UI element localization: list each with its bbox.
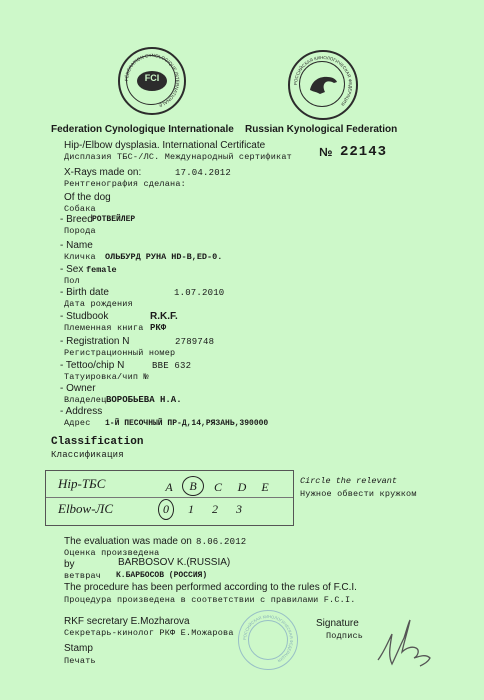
- breed-label-ru: Порода: [64, 226, 96, 236]
- dog-head-icon: [310, 77, 337, 94]
- xray-label-ru: Рентгенография сделана:: [64, 179, 186, 189]
- breed-label-en: - Breed: [60, 214, 93, 225]
- circle-note-ru: Нужное обвести кружком: [300, 489, 417, 499]
- studbook-value-ru: РКФ: [150, 323, 167, 333]
- stamp-label-ru: Печать: [64, 656, 96, 666]
- name-label-en: - Name: [60, 240, 93, 251]
- hip-grade-e[interactable]: [260, 480, 270, 495]
- rkf-seal-ring-text: РОССИЙСКАЯ КИНОЛОГИЧЕСКАЯ ФЕДЕРАЦИЯ: [292, 54, 354, 107]
- rkf-stamp: [238, 610, 298, 670]
- classification-title-en: Classification: [51, 436, 144, 448]
- handwritten-signature: [370, 612, 440, 672]
- name-value: ОЛЬБУРД РУНА HD-B,ED-0.: [105, 252, 223, 262]
- tattoo-label-ru: Татуировка/чип №: [64, 372, 149, 382]
- studbook-label-en: - Studbook: [60, 311, 109, 322]
- address-label-ru: Адрес: [64, 418, 91, 428]
- elbow-grade-2[interactable]: [210, 502, 220, 517]
- birth-label-ru: Дата рождения: [64, 299, 133, 309]
- procedure-ru: Процедура произведена в соответствии с правилами F.C.I.: [64, 595, 356, 605]
- certificate-number: 22143: [340, 144, 388, 160]
- secretary-en: RKF secretary E.Mozharova: [64, 616, 190, 627]
- svg-text:РОССИЙСКАЯ КИНОЛОГИЧЕСКАЯ ФЕДЕ: [242, 614, 294, 664]
- procedure-en: The procedure has been performed according to the rules of F.C.I.: [64, 582, 357, 593]
- owner-value: ВОРОБЬЕВА Н.А.: [106, 395, 182, 405]
- sex-label-en: - Sex: [60, 264, 84, 275]
- owner-label-en: - Owner: [60, 383, 96, 394]
- elbow-grade-3[interactable]: [234, 502, 244, 517]
- stamp-ring-text: РОССИЙСКАЯ КИНОЛОГИЧЕСКАЯ ФЕДЕРАЦИЯ: [241, 613, 295, 664]
- hip-grade-b-label: B: [189, 479, 197, 493]
- hip-grade-a[interactable]: [164, 480, 174, 495]
- hip-grade-d[interactable]: [237, 480, 247, 495]
- hip-grade-a-label: A: [165, 480, 173, 494]
- sex-label-ru: Пол: [64, 276, 80, 286]
- hip-grade-c[interactable]: [213, 480, 223, 495]
- rkf-seal: [288, 50, 358, 120]
- evaluation-date: 8.06.2012: [196, 537, 247, 547]
- address-label-en: - Address: [60, 406, 103, 417]
- circle-note-en: Circle the relevant: [300, 476, 397, 486]
- owner-label-ru: Владелец: [64, 395, 107, 405]
- elbow-grade-1-label: 1: [188, 502, 194, 516]
- dog-label-en: Of the dog: [64, 192, 111, 203]
- name-label-ru: Кличка: [64, 252, 96, 262]
- evaluation-by-value-en: BARBOSOV K.(RUSSIA): [118, 557, 231, 568]
- studbook-label-ru: Племенная книга: [64, 323, 144, 333]
- xray-date: 17.04.2012: [175, 168, 232, 178]
- fci-seal-ring-text: FÉDÉRATION CYNOLOGIQUE INTERNATIONALE: [123, 52, 181, 108]
- registration-value: 2789748: [175, 337, 215, 347]
- fci-seal-label: FCI: [144, 73, 160, 83]
- evaluation-by-ru: ветврач: [64, 571, 102, 581]
- elbow-grade-1[interactable]: [186, 502, 196, 517]
- tattoo-value: ВВЕ 632: [152, 361, 192, 371]
- elbow-grade-2-label: 2: [212, 502, 218, 516]
- fci-seal: [118, 47, 186, 115]
- birth-value: 1.07.2010: [174, 288, 225, 298]
- certificate-title-ru: Дисплазия ТБС-/ЛС. Международный сертификат: [64, 152, 292, 162]
- tattoo-label-en: - Tettoo/chip N: [60, 360, 125, 371]
- elbow-grade-0[interactable]: [158, 499, 174, 520]
- stamp-label-en: Stamp: [64, 643, 93, 654]
- secretary-ru: Секретарь-кинолог РКФ Е.Можарова: [64, 628, 234, 638]
- hip-grade-e-label: E: [261, 480, 269, 494]
- address-value: 1-Й ПЕСОЧНЫЙ ПР-Д,14,РЯЗАНЬ,390000: [105, 419, 269, 428]
- org-right-name: Russian Kynological Federation: [245, 124, 398, 135]
- registration-label-en: - Registration N: [60, 336, 130, 347]
- elbow-label: Elbow-ЛС: [58, 501, 114, 516]
- studbook-value-en: R.K.F.: [150, 311, 178, 322]
- signature-label-en: Signature: [316, 618, 359, 629]
- dog-label-ru: Собака: [64, 204, 96, 214]
- certificate-title-en: Hip-/Elbow dysplasia. International Certificate: [64, 140, 266, 151]
- birth-label-en: - Birth date: [60, 287, 109, 298]
- elbow-grade-0-label: 0: [163, 502, 169, 516]
- evaluation-by-value-ru: К.БАРБОСОВ (РОССИЯ): [116, 571, 208, 580]
- org-left-name: Federation Cynologique Internationale: [51, 124, 234, 135]
- evaluation-by-en: by: [64, 559, 75, 570]
- registration-label-ru: Регистрационный номер: [64, 348, 176, 358]
- hip-grade-c-label: C: [213, 480, 222, 494]
- sex-value: female: [86, 265, 117, 275]
- elbow-grade-3-label: 3: [236, 502, 242, 516]
- hip-grade-b[interactable]: [182, 476, 204, 496]
- hip-grade-d-label: D: [237, 480, 247, 494]
- signature-label-ru: Подпись: [326, 631, 364, 641]
- hip-label: Hip-ТБС: [58, 476, 106, 491]
- evaluation-label-ru: Оценка произведена: [64, 548, 160, 558]
- xray-label-en: X-Rays made on:: [64, 167, 142, 178]
- evaluation-label-en: The evaluation was made on: [64, 536, 192, 547]
- certificate-number-label: №: [319, 145, 333, 159]
- breed-value: РОТВЕЙЛЕР: [92, 215, 136, 224]
- classification-title-ru: Классификация: [51, 450, 124, 460]
